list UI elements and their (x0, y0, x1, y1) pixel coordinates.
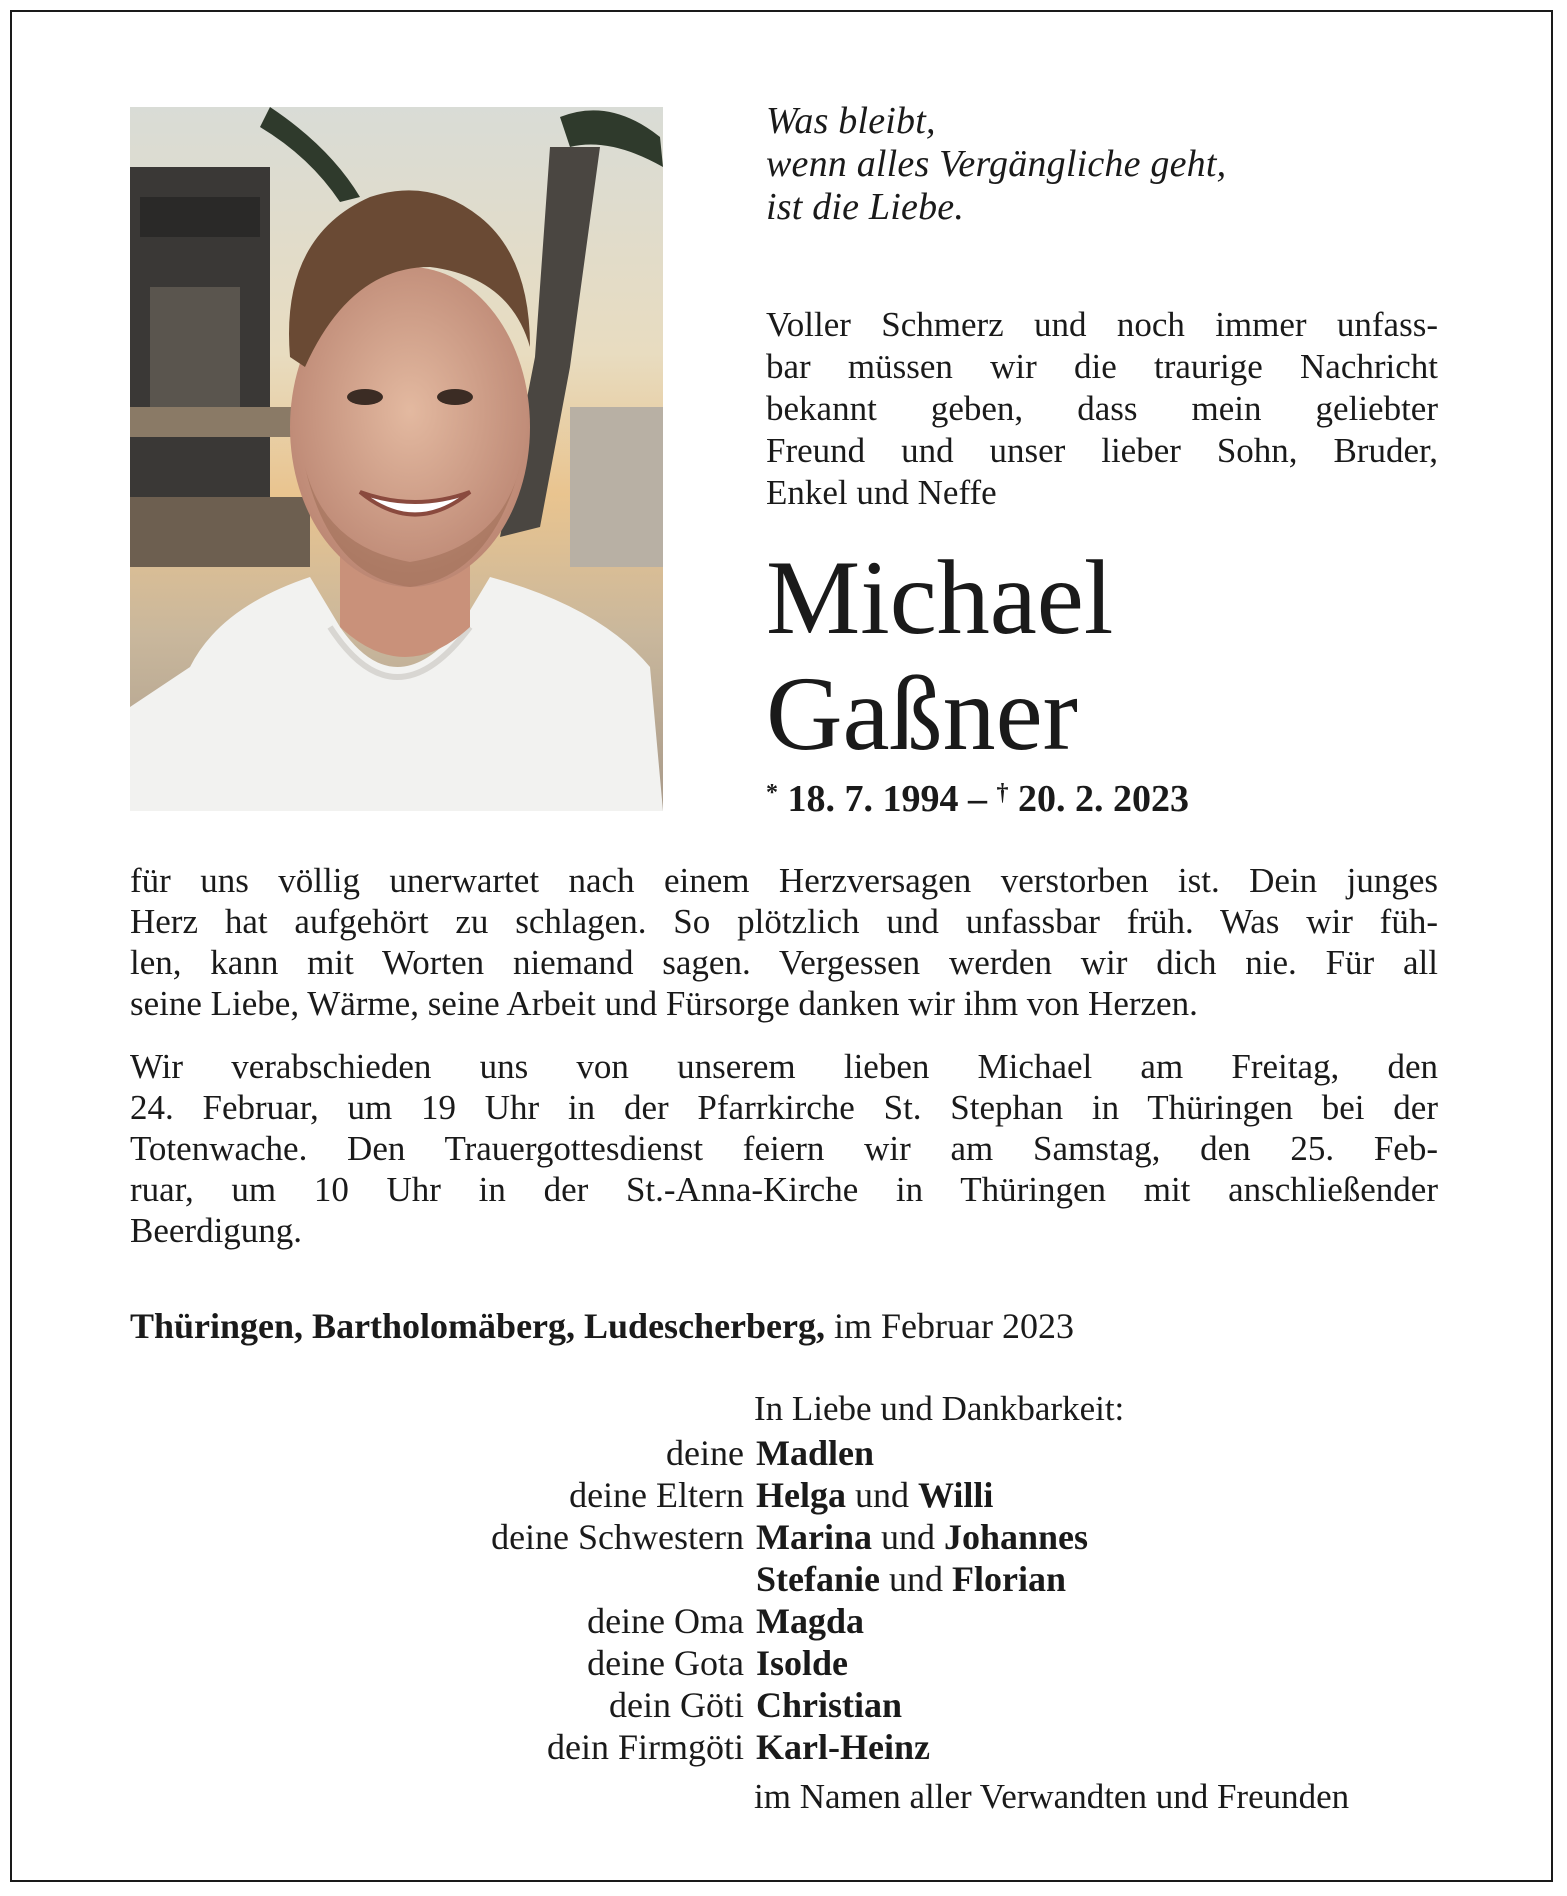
family-row (130, 1642, 1550, 1684)
portrait-photo-icon (130, 107, 663, 811)
family-relation: deine Oma (587, 1601, 744, 1641)
family-name: Marina (756, 1517, 872, 1557)
body-line: seine Liebe, Wärme, seine Arbeit und Fürsorge danken wir ihm von Herzen. (130, 984, 1198, 1023)
family-row (130, 1726, 1550, 1768)
death-date: 20. 2. 2023 (1018, 778, 1189, 820)
motto-quote (766, 100, 1226, 229)
place-locations: Thüringen, Bartholomäberg, Ludescherberg, (130, 1306, 826, 1346)
family-relation: dein Göti (609, 1685, 744, 1725)
family-name: Karl-Heinz (756, 1727, 930, 1767)
family-names (756, 1600, 864, 1642)
motto-line: ist die Liebe. (766, 186, 965, 228)
first-name: Michael (766, 539, 1114, 656)
family-row (130, 1516, 1550, 1558)
intro-line: Freund und unser lieber Sohn, Bruder, (766, 431, 1438, 470)
family-name: Florian (951, 1559, 1066, 1599)
family-name: Madlen (756, 1433, 875, 1473)
family-names (756, 1474, 993, 1516)
body-line: ruar, um 10 Uhr in der St.-Anna-Kirche in Thüringen mit anschließender (130, 1170, 1438, 1209)
intro-line: Enkel und Neffe (766, 473, 997, 512)
family-list (130, 1432, 1550, 1768)
death-symbol: † (996, 780, 1009, 806)
date-separator: – (958, 778, 997, 820)
family-joiner: und (879, 1559, 952, 1599)
obituary-body (130, 860, 1438, 1273)
closing-line: im Namen aller Verwandten und Freunden (754, 1777, 1350, 1816)
portrait-photo (130, 107, 663, 811)
paragraph-2 (130, 1046, 1438, 1251)
family-row (130, 1474, 1550, 1516)
family-joiner: und (871, 1517, 944, 1557)
body-line: Totenwache. Den Trauergottesdienst feiern wir am Samstag, den 25. Feb- (130, 1129, 1438, 1168)
body-line: 24. Februar, um 19 Uhr in der Pfarrkirche St. Stephan in Thüringen bei der (130, 1088, 1438, 1127)
last-name: Gaßner (766, 655, 1078, 772)
paragraph-1 (130, 860, 1438, 1024)
family-name: Isolde (756, 1643, 849, 1683)
family-names (756, 1432, 874, 1474)
family-relation: dein Firmgöti (547, 1727, 744, 1767)
intro-line: bekannt geben, dass mein geliebter (766, 389, 1438, 428)
intro-text (766, 304, 1438, 514)
family-row (130, 1432, 1550, 1474)
birth-date: 18. 7. 1994 (787, 778, 959, 820)
family-row (130, 1558, 1550, 1600)
family-name: Willi (917, 1475, 994, 1515)
family-name: Magda (756, 1601, 864, 1641)
body-line: len, kann mit Worten niemand sagen. Vergessen werden wir dich nie. Für all (130, 943, 1438, 982)
body-line: Beerdigung. (130, 1211, 303, 1250)
intro-line: bar müssen wir die traurige Nachricht (766, 347, 1438, 386)
family-names (756, 1642, 848, 1684)
family-name: Stefanie (756, 1559, 880, 1599)
family-relation: deine (666, 1433, 744, 1473)
family-row (130, 1684, 1550, 1726)
deceased-name (766, 540, 1113, 772)
family-name: Christian (756, 1685, 903, 1725)
family-row (130, 1600, 1550, 1642)
family-joiner: und (845, 1475, 918, 1515)
birth-symbol: * (766, 780, 778, 806)
family-names (756, 1726, 930, 1768)
place-date: im Februar 2023 (825, 1306, 1074, 1346)
motto-line: Was bleibt, (766, 100, 936, 142)
family-name: Helga (756, 1475, 846, 1515)
family-name: Johannes (943, 1517, 1089, 1557)
body-line: Herz hat aufgehört zu schlagen. So plötzlich und unfassbar früh. Was wir füh- (130, 902, 1438, 941)
family-relation: deine Schwestern (491, 1517, 744, 1557)
place-and-date (130, 1304, 1074, 1348)
family-relation: deine Gota (587, 1643, 744, 1683)
body-line: Wir verabschieden uns von unserem lieben Michael am Freitag, den (130, 1047, 1438, 1086)
thanks-heading: In Liebe und Dankbarkeit: (754, 1389, 1125, 1428)
body-line: für uns völlig unerwartet nach einem Herzversagen verstorben ist. Dein junges (130, 861, 1438, 900)
family-relation: deine Eltern (569, 1475, 744, 1515)
family-names (756, 1516, 1088, 1558)
life-dates (766, 776, 1189, 822)
family-names (756, 1684, 902, 1726)
family-relation (130, 1558, 756, 1600)
family-names (756, 1558, 1066, 1600)
motto-line: wenn alles Vergängliche geht, (766, 143, 1227, 185)
intro-line: Voller Schmerz und noch immer unfass- (766, 305, 1438, 344)
